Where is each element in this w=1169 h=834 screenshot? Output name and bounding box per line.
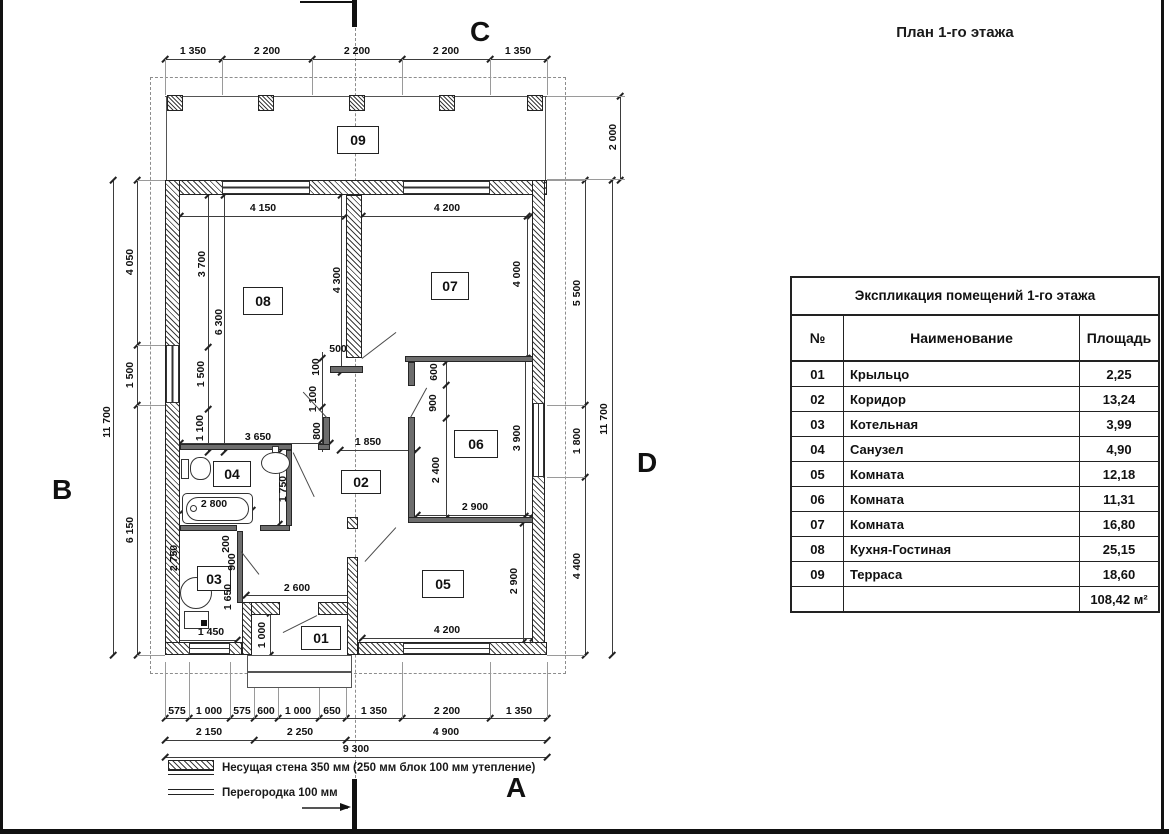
- room-explication-table: [790, 276, 1160, 613]
- extension-line: [547, 477, 585, 478]
- room-number: 06: [454, 430, 498, 458]
- table-row: [792, 512, 1158, 537]
- dimension-line: [340, 450, 417, 451]
- table-cell: 2,25: [1106, 366, 1132, 382]
- dimension-label: 4 050: [124, 248, 136, 276]
- table-cell: 06: [792, 487, 844, 511]
- dimension-label: 2 250: [286, 726, 314, 738]
- dimension-label: 3 650: [244, 431, 272, 443]
- sink-tap-icon: [272, 446, 279, 453]
- dimension-label: 1 350: [179, 45, 207, 57]
- table-cell: [792, 587, 844, 611]
- dimension-line: [525, 358, 526, 516]
- dimension-tick: [543, 736, 550, 743]
- extension-line: [189, 662, 190, 718]
- dimension-label: 1 450: [197, 626, 225, 638]
- dimension-label: 3 700: [196, 250, 208, 278]
- table-cell: Крыльцо: [844, 362, 1080, 386]
- partition-wall: [330, 366, 363, 373]
- dimension-line: [180, 216, 345, 217]
- table-header-area: Площадь: [1086, 330, 1152, 346]
- dimension-label: 1 500: [124, 361, 136, 389]
- dimension-label: 6 300: [213, 308, 225, 336]
- partition-wall: [180, 525, 237, 531]
- table-cell: Санузел: [844, 437, 1080, 461]
- dimension-line: [176, 640, 237, 641]
- table-cell: 09: [792, 562, 844, 586]
- legend-bearing-wall-label: Несущая стена 350 мм (250 мм блок 100 мм утепление): [222, 762, 536, 774]
- terrace-column: [349, 95, 365, 111]
- extension-line: [165, 59, 166, 95]
- dimension-label: 4 150: [249, 202, 277, 214]
- dimension-label: 4 900: [432, 726, 460, 738]
- partition-wall: [408, 417, 415, 518]
- dimension-label: 4 000: [511, 260, 523, 288]
- dimension-label: 4 200: [433, 202, 461, 214]
- dimension-line: [137, 180, 138, 655]
- dimension-line: [620, 96, 621, 180]
- dimension-label: 11 700: [598, 403, 610, 435]
- room-number: 01: [301, 626, 341, 650]
- dimension-tick: [616, 176, 623, 183]
- dimension-label: 2 800: [200, 498, 228, 510]
- dimension-line: [585, 180, 586, 655]
- dimension-label: 2 200: [432, 45, 460, 57]
- dimension-tick: [109, 651, 116, 658]
- toilet-icon: [181, 459, 189, 479]
- dimension-label: 1 350: [504, 45, 532, 57]
- table-header-row: [792, 316, 1158, 362]
- table-cell: 03: [792, 412, 844, 436]
- dimension-label: 1 800: [571, 427, 583, 455]
- partition-wall: [323, 417, 330, 445]
- dimension-label: 1 350: [505, 705, 533, 717]
- legend-bearing-wall-swatch: [168, 760, 214, 770]
- dimension-line: [165, 740, 547, 741]
- table-row: [792, 462, 1158, 487]
- extension-line: [402, 59, 403, 95]
- table-cell: 25,15: [1102, 541, 1136, 557]
- table-cell: Котельная: [844, 412, 1080, 436]
- table-cell: 16,80: [1102, 516, 1136, 532]
- room-number: 03: [197, 566, 231, 591]
- dimension-label: 2 400: [430, 456, 442, 484]
- table-cell: 13,24: [1102, 391, 1136, 407]
- table-row: [792, 362, 1158, 387]
- table-cell: 18,60: [1102, 566, 1136, 582]
- dimension-label: 2 750: [168, 544, 180, 572]
- bearing-wall: [347, 517, 358, 529]
- dimension-label: 1 650: [222, 583, 234, 611]
- dimension-label: 11 700: [101, 406, 113, 438]
- partition-wall: [318, 444, 330, 450]
- dimension-line: [527, 216, 528, 358]
- extension-line: [547, 405, 585, 406]
- room-number: 07: [431, 272, 469, 300]
- table-header-name: Наименование: [844, 316, 1080, 360]
- table-cell: Комната: [844, 462, 1080, 486]
- table-total-row: [792, 587, 1158, 611]
- table-cell: Комната: [844, 487, 1080, 511]
- table-body: [792, 362, 1158, 587]
- dimension-label: 2 200: [253, 45, 281, 57]
- table-header-number: №: [792, 316, 844, 360]
- window: [166, 345, 179, 403]
- dimension-label: 600: [428, 363, 440, 381]
- dimension-line: [362, 216, 530, 217]
- dimension-line: [362, 638, 533, 639]
- table-cell: Кухня-Гостиная: [844, 537, 1080, 561]
- dimension-label: 1 000: [284, 705, 312, 717]
- dimension-label: 650: [323, 705, 341, 717]
- terrace-column: [439, 95, 455, 111]
- table-row: [792, 437, 1158, 462]
- dimension-label: 4 300: [331, 266, 343, 294]
- bearing-wall: [347, 557, 358, 655]
- partition-wall: [260, 525, 290, 531]
- dimension-label: 1 000: [195, 705, 223, 717]
- table-total-area: 108,42 м²: [1090, 591, 1148, 607]
- room-number: 05: [422, 570, 464, 598]
- dimension-label: 100: [310, 358, 322, 376]
- dimension-tick: [543, 753, 550, 760]
- table-cell: 08: [792, 537, 844, 561]
- table-cell: 07: [792, 512, 844, 536]
- page-title: План 1-го этажа: [896, 24, 1014, 41]
- dimension-label: 2 600: [283, 582, 311, 594]
- dimension-label: 800: [311, 422, 323, 440]
- dimension-line: [523, 523, 524, 642]
- dimension-label: 5 500: [571, 279, 583, 307]
- axis-letter-left: B: [52, 474, 73, 505]
- dimension-label: 575: [233, 705, 251, 717]
- extension-line: [137, 405, 165, 406]
- dimension-label: 1 850: [354, 436, 382, 448]
- dimension-label: 200: [220, 535, 232, 553]
- dimension-label: 1 100: [194, 414, 206, 442]
- dimension-label: 575: [168, 705, 186, 717]
- room-number: 09: [337, 126, 379, 154]
- axis-letter-right: D: [637, 447, 658, 478]
- toilet-icon: [190, 457, 211, 480]
- terrace-column: [527, 95, 543, 111]
- dimension-label: 2 000: [607, 123, 619, 151]
- dimension-label: 2 900: [508, 567, 520, 595]
- legend-partition-swatch: [168, 789, 214, 795]
- room-number: 04: [213, 461, 251, 487]
- window: [189, 643, 230, 654]
- dimension-label: 4 400: [571, 552, 583, 580]
- dimension-label: 1 100: [307, 385, 319, 413]
- sink-icon: [261, 452, 290, 474]
- table-row: [792, 412, 1158, 437]
- legend-bearing-wall-swatch-lines: [168, 770, 214, 775]
- terrace-column: [258, 95, 274, 111]
- window: [403, 181, 490, 194]
- legend-partition-label: Перегородка 100 мм: [222, 787, 338, 799]
- dimension-line: [165, 757, 547, 758]
- dimension-label: 2 200: [343, 45, 371, 57]
- dimension-label: 500: [329, 343, 347, 355]
- axis-letter-top: C: [470, 16, 491, 47]
- table-row: [792, 537, 1158, 562]
- table-row: [792, 562, 1158, 587]
- bearing-wall: [165, 180, 180, 655]
- dimension-line: [612, 180, 613, 655]
- table-cell: Комната: [844, 512, 1080, 536]
- terrace-column: [167, 95, 183, 111]
- table-cell: Терраса: [844, 562, 1080, 586]
- room-number: 02: [341, 470, 381, 494]
- porch-step: [247, 672, 352, 688]
- partition-wall: [408, 362, 415, 386]
- table-cell: 11,31: [1103, 491, 1135, 507]
- partition-wall: [408, 517, 533, 523]
- table-cell: Коридор: [844, 387, 1080, 411]
- extension-line: [547, 179, 625, 180]
- dimension-line: [113, 180, 114, 655]
- bearing-wall: [242, 602, 252, 655]
- table-cell: 04: [792, 437, 844, 461]
- dimension-line: [246, 595, 352, 596]
- dimension-label: 900: [226, 553, 238, 571]
- window: [533, 403, 544, 477]
- extension-line: [230, 662, 231, 718]
- bearing-wall: [346, 195, 362, 358]
- extension-line: [547, 180, 585, 181]
- extension-line: [490, 662, 491, 718]
- dimension-label: 9 300: [342, 743, 370, 755]
- window: [403, 643, 490, 654]
- table-cell: 01: [792, 362, 844, 386]
- extension-line: [547, 662, 548, 718]
- dimension-label: 900: [427, 394, 439, 412]
- table-title: Экспликация помещений 1-го этажа: [792, 278, 1158, 316]
- room-number: 08: [243, 287, 283, 315]
- extension-line: [137, 345, 165, 346]
- dimension-label: 600: [257, 705, 275, 717]
- dimension-label: 6 150: [124, 516, 136, 544]
- dimension-label: 1 750: [277, 475, 289, 503]
- extension-line: [165, 662, 166, 718]
- dimension-line: [417, 515, 532, 516]
- dimension-label: 1 500: [195, 360, 207, 388]
- extension-line: [222, 59, 223, 95]
- partition-wall: [405, 356, 533, 362]
- extension-line: [402, 662, 403, 718]
- window: [222, 181, 310, 194]
- extension-line: [137, 180, 165, 181]
- table-cell: 4,90: [1106, 441, 1132, 457]
- extension-line: [547, 59, 548, 95]
- dimension-label: 3 900: [511, 424, 523, 452]
- dimension-tick: [608, 651, 615, 658]
- dimension-label: 2 900: [461, 501, 489, 513]
- page-right-border: [1161, 0, 1164, 834]
- dimension-line: [270, 613, 271, 655]
- dimension-label: 4 200: [433, 624, 461, 636]
- table-row: [792, 487, 1158, 512]
- dimension-label: 2 200: [433, 705, 461, 717]
- bathtub-drain-icon: [190, 505, 197, 512]
- dimension-label: 1 000: [256, 621, 268, 649]
- dimension-label: 1 350: [360, 705, 388, 717]
- table-cell: 3,99: [1106, 416, 1132, 432]
- axis-letter-bottom: A: [506, 772, 527, 803]
- terrace-side-line: [545, 96, 546, 180]
- table-cell: [844, 587, 1080, 611]
- extension-line: [312, 59, 313, 95]
- table-cell: 12,18: [1102, 466, 1136, 482]
- porch-step: [247, 655, 352, 672]
- extension-line: [547, 655, 585, 656]
- table-cell: 02: [792, 387, 844, 411]
- table-row: [792, 387, 1158, 412]
- dimension-label: 2 150: [195, 726, 223, 738]
- extension-line: [547, 96, 625, 97]
- extension-line: [490, 59, 491, 95]
- extension-line: [137, 655, 165, 656]
- bearing-wall: [318, 602, 348, 615]
- dimension-line: [208, 195, 209, 452]
- table-cell: 05: [792, 462, 844, 486]
